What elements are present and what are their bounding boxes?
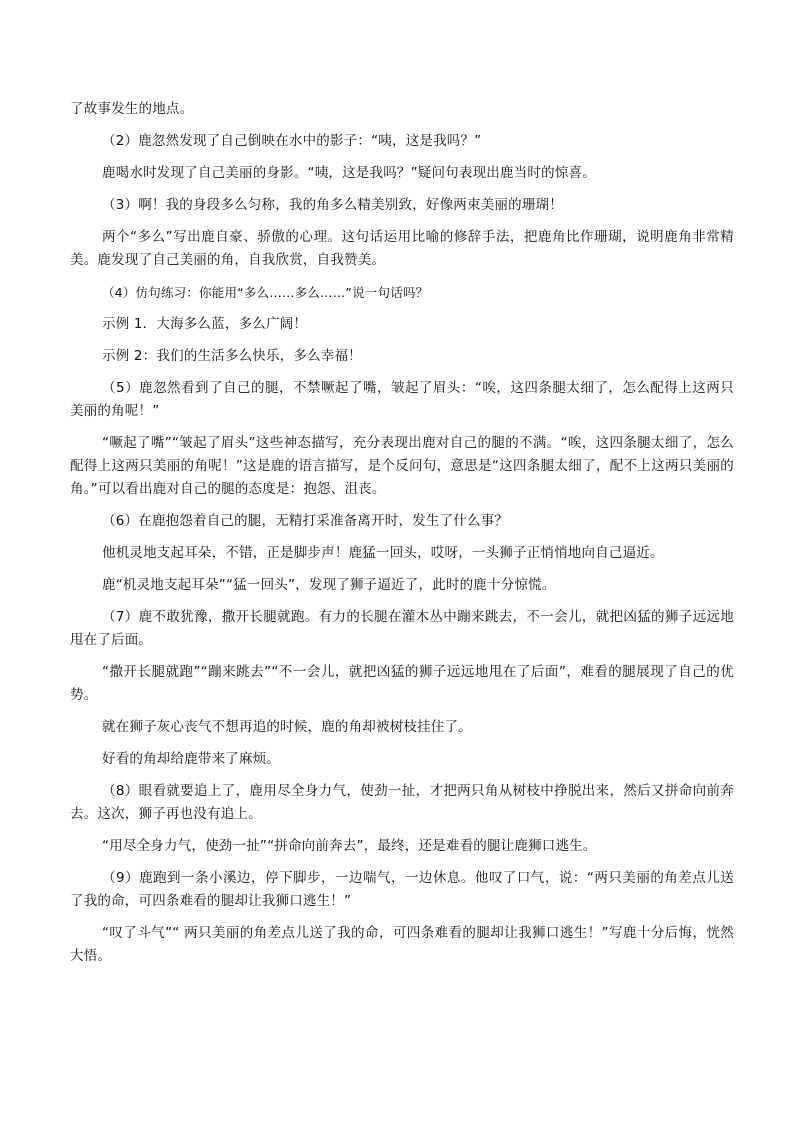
paragraph: （8）眼看就要追上了，鹿用尽全身力气，使劲一扯，才把两只角从树枝中挣脱出来，然后又拼命向前奔去。这次，狮子再也没有追上。 — [70, 783, 734, 822]
paragraph: “撒开长腿就跑”“蹦来跳去”“不一会儿，就把凶猛的狮子远远地甩在了后面”，难看的腿展现了自己的优势。 — [70, 664, 734, 703]
paragraph: 了故事发生的地点。 — [70, 101, 194, 117]
paragraph: 示例 1．大海多么蓝，多么广阔！ — [102, 316, 308, 332]
paragraph: 示例 2：我们的生活多么快乐，多么幸福！ — [102, 348, 362, 364]
document-body — [70, 98, 734, 977]
paragraph: （4）仿句练习：你能用“多么……多么……”说一句话吗？ — [102, 285, 429, 300]
paragraph: （7）鹿不敢犹豫，撒开长腿就跑。有力的长腿在灌木丛中蹦来跳去，不一会儿，就把凶猛的狮子远远地甩在了后面。 — [70, 609, 734, 648]
paragraph: 他机灵地支起耳朵，不错，正是脚步声！鹿猛一回头，哎呀，一头狮子正悄悄地向自己逼近。 — [102, 545, 664, 561]
paragraph: （3）啊！我的身段多么匀称，我的角多么精美别致，好像两束美丽的珊瑚！ — [102, 197, 563, 213]
paragraph: 鹿“机灵地支起耳朵”“猛一回头”，发现了狮子逼近了，此时的鹿十分惊慌。 — [102, 577, 556, 593]
paragraph: 鹿喝水时发现了自己美丽的身影。“咦，这是我吗？”疑问句表现出鹿当时的惊喜。 — [102, 165, 596, 181]
paragraph: （5）鹿忽然看到了自己的腿，不禁噘起了嘴，皱起了眉头：“唉，这四条腿太细了，怎么配得上这两只美丽的角呢！” — [70, 380, 734, 419]
paragraph: “噘起了嘴”“皱起了眉头”这些神态描写，充分表现出鹿对自己的腿的不满。“唉，这四条腿太细了，怎么配得上这两只美丽的角呢！”这是鹿的语言描写，是个反问句，意思是“这四条腿太细了，配不上这两只美丽的角。”可以看出鹿对自己的腿的态度是：抱怨、沮丧。 — [70, 435, 734, 497]
paragraph: （2）鹿忽然发现了自己倒映在水中的影子：“咦，这是我吗？” — [102, 133, 482, 149]
paragraph: “用尽全身力气，使劲一扯”“拼命向前奔去”，最终，还是难看的腿让鹿狮口逃生。 — [102, 838, 597, 854]
paragraph: （6）在鹿抱怨着自己的腿，无精打采准备离开时，发生了什么事？ — [102, 513, 509, 529]
paragraph: 就在狮子灰心丧气不想再追的时候，鹿的角却被树枝挂住了。 — [102, 719, 472, 735]
paragraph: 两个“多么”写出鹿自豪、骄傲的心理。这句话运用比喻的修辞手法，把鹿角比作珊瑚，说明鹿角非常精美。鹿发现了自己美丽的角，自我欣赏，自我赞美。 — [70, 229, 734, 268]
paragraph: （9）鹿跑到一条小溪边，停下脚步，一边喘气，一边休息。他叹了口气，说：“两只美丽的角差点儿送了我的命，可四条难看的腿却让我狮口逃生！” — [70, 870, 734, 909]
paragraph: 好看的角却给鹿带来了麻烦。 — [102, 751, 281, 767]
paragraph: “叹了斗气”“ 两只美丽的角差点儿送了我的命，可四条难看的腿却让我狮口逃生！”写鹿十分后悔，恍然大悟。 — [70, 925, 734, 964]
